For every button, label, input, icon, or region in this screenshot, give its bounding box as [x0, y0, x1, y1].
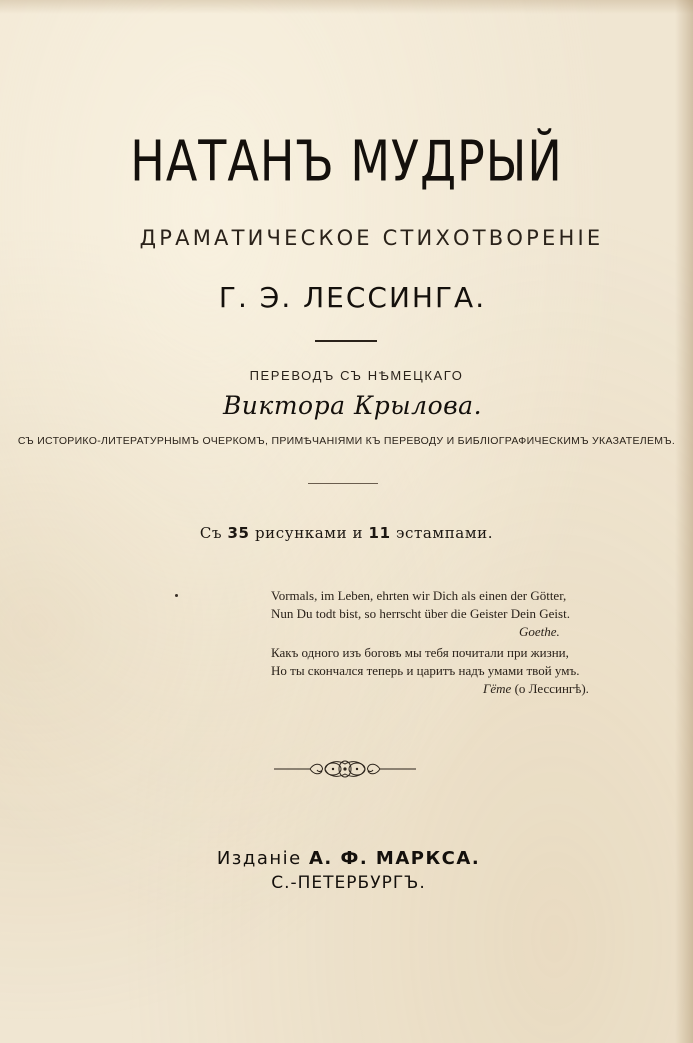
- publisher-name: А. Ф. МАРКСА.: [308, 848, 481, 869]
- epigraph-german-line-2: Nun Du todt bist, so herrscht über die Geister Dein Geist.: [271, 606, 570, 621]
- translation-label: ПЕРЕВОДЪ СЪ НѢМЕЦКАГО: [249, 368, 464, 383]
- translator-name: Виктора Крылова.: [222, 391, 483, 420]
- epigraph-russian-signature: [483, 681, 589, 697]
- illustrations-prefix: Съ: [199, 524, 223, 542]
- prints-word: эстампами.: [395, 524, 494, 542]
- epigraph-russian-line-1: Какъ одного изъ боговъ мы тебя почитали при жизни,: [271, 645, 569, 660]
- edition-contents-note: СЪ ИСТОРИКО-ЛИТЕРАТУРНЫМЪ ОЧЕРКОМЪ, ПРИМѢЧАНІЯМИ КЪ ПЕРЕВОДУ И БИБЛІОГРАФИЧЕСКИМЪ УКАЗАТЕЛЕМЪ.: [17, 435, 676, 447]
- epigraph-russian-signature-name: Гёте: [483, 681, 512, 696]
- epigraph-russian-line-2: Но ты скончался теперь и царитъ надъ умами твой умъ.: [271, 663, 580, 678]
- book-author: Г. Э. ЛЕССИНГА.: [218, 281, 487, 314]
- prints-count: 11: [368, 524, 391, 542]
- epigraph-german-signature: Goethe.: [519, 624, 560, 639]
- publisher-prefix: Изданіе: [216, 848, 302, 869]
- publication-city: С.-ПЕТЕРБУРГЪ.: [271, 873, 426, 893]
- epigraph: [271, 588, 601, 728]
- epigraph-german-line-1: Vormals, im Leben, ehrten wir Dich als einen der Götter,: [271, 588, 567, 603]
- figures-count: 35: [227, 524, 250, 542]
- book-subtitle: ДРАМАТИЧЕСКОЕ СТИХОТВОРЕНІЕ: [139, 226, 604, 250]
- publisher-line: [2, 848, 693, 869]
- figures-word: рисунками и: [254, 524, 364, 542]
- book-title: НАТАНЪ МУДРЫЙ: [130, 128, 563, 194]
- divider-rule-top: [315, 340, 377, 342]
- page-edge-shadow-top: [0, 0, 693, 14]
- divider-rule-middle: [308, 483, 378, 484]
- epigraph-russian-signature-note: (о Лессингѣ).: [514, 681, 589, 696]
- illustrations-note: [0, 524, 693, 542]
- decorative-ornament: [270, 756, 420, 782]
- ink-speck: [175, 594, 178, 597]
